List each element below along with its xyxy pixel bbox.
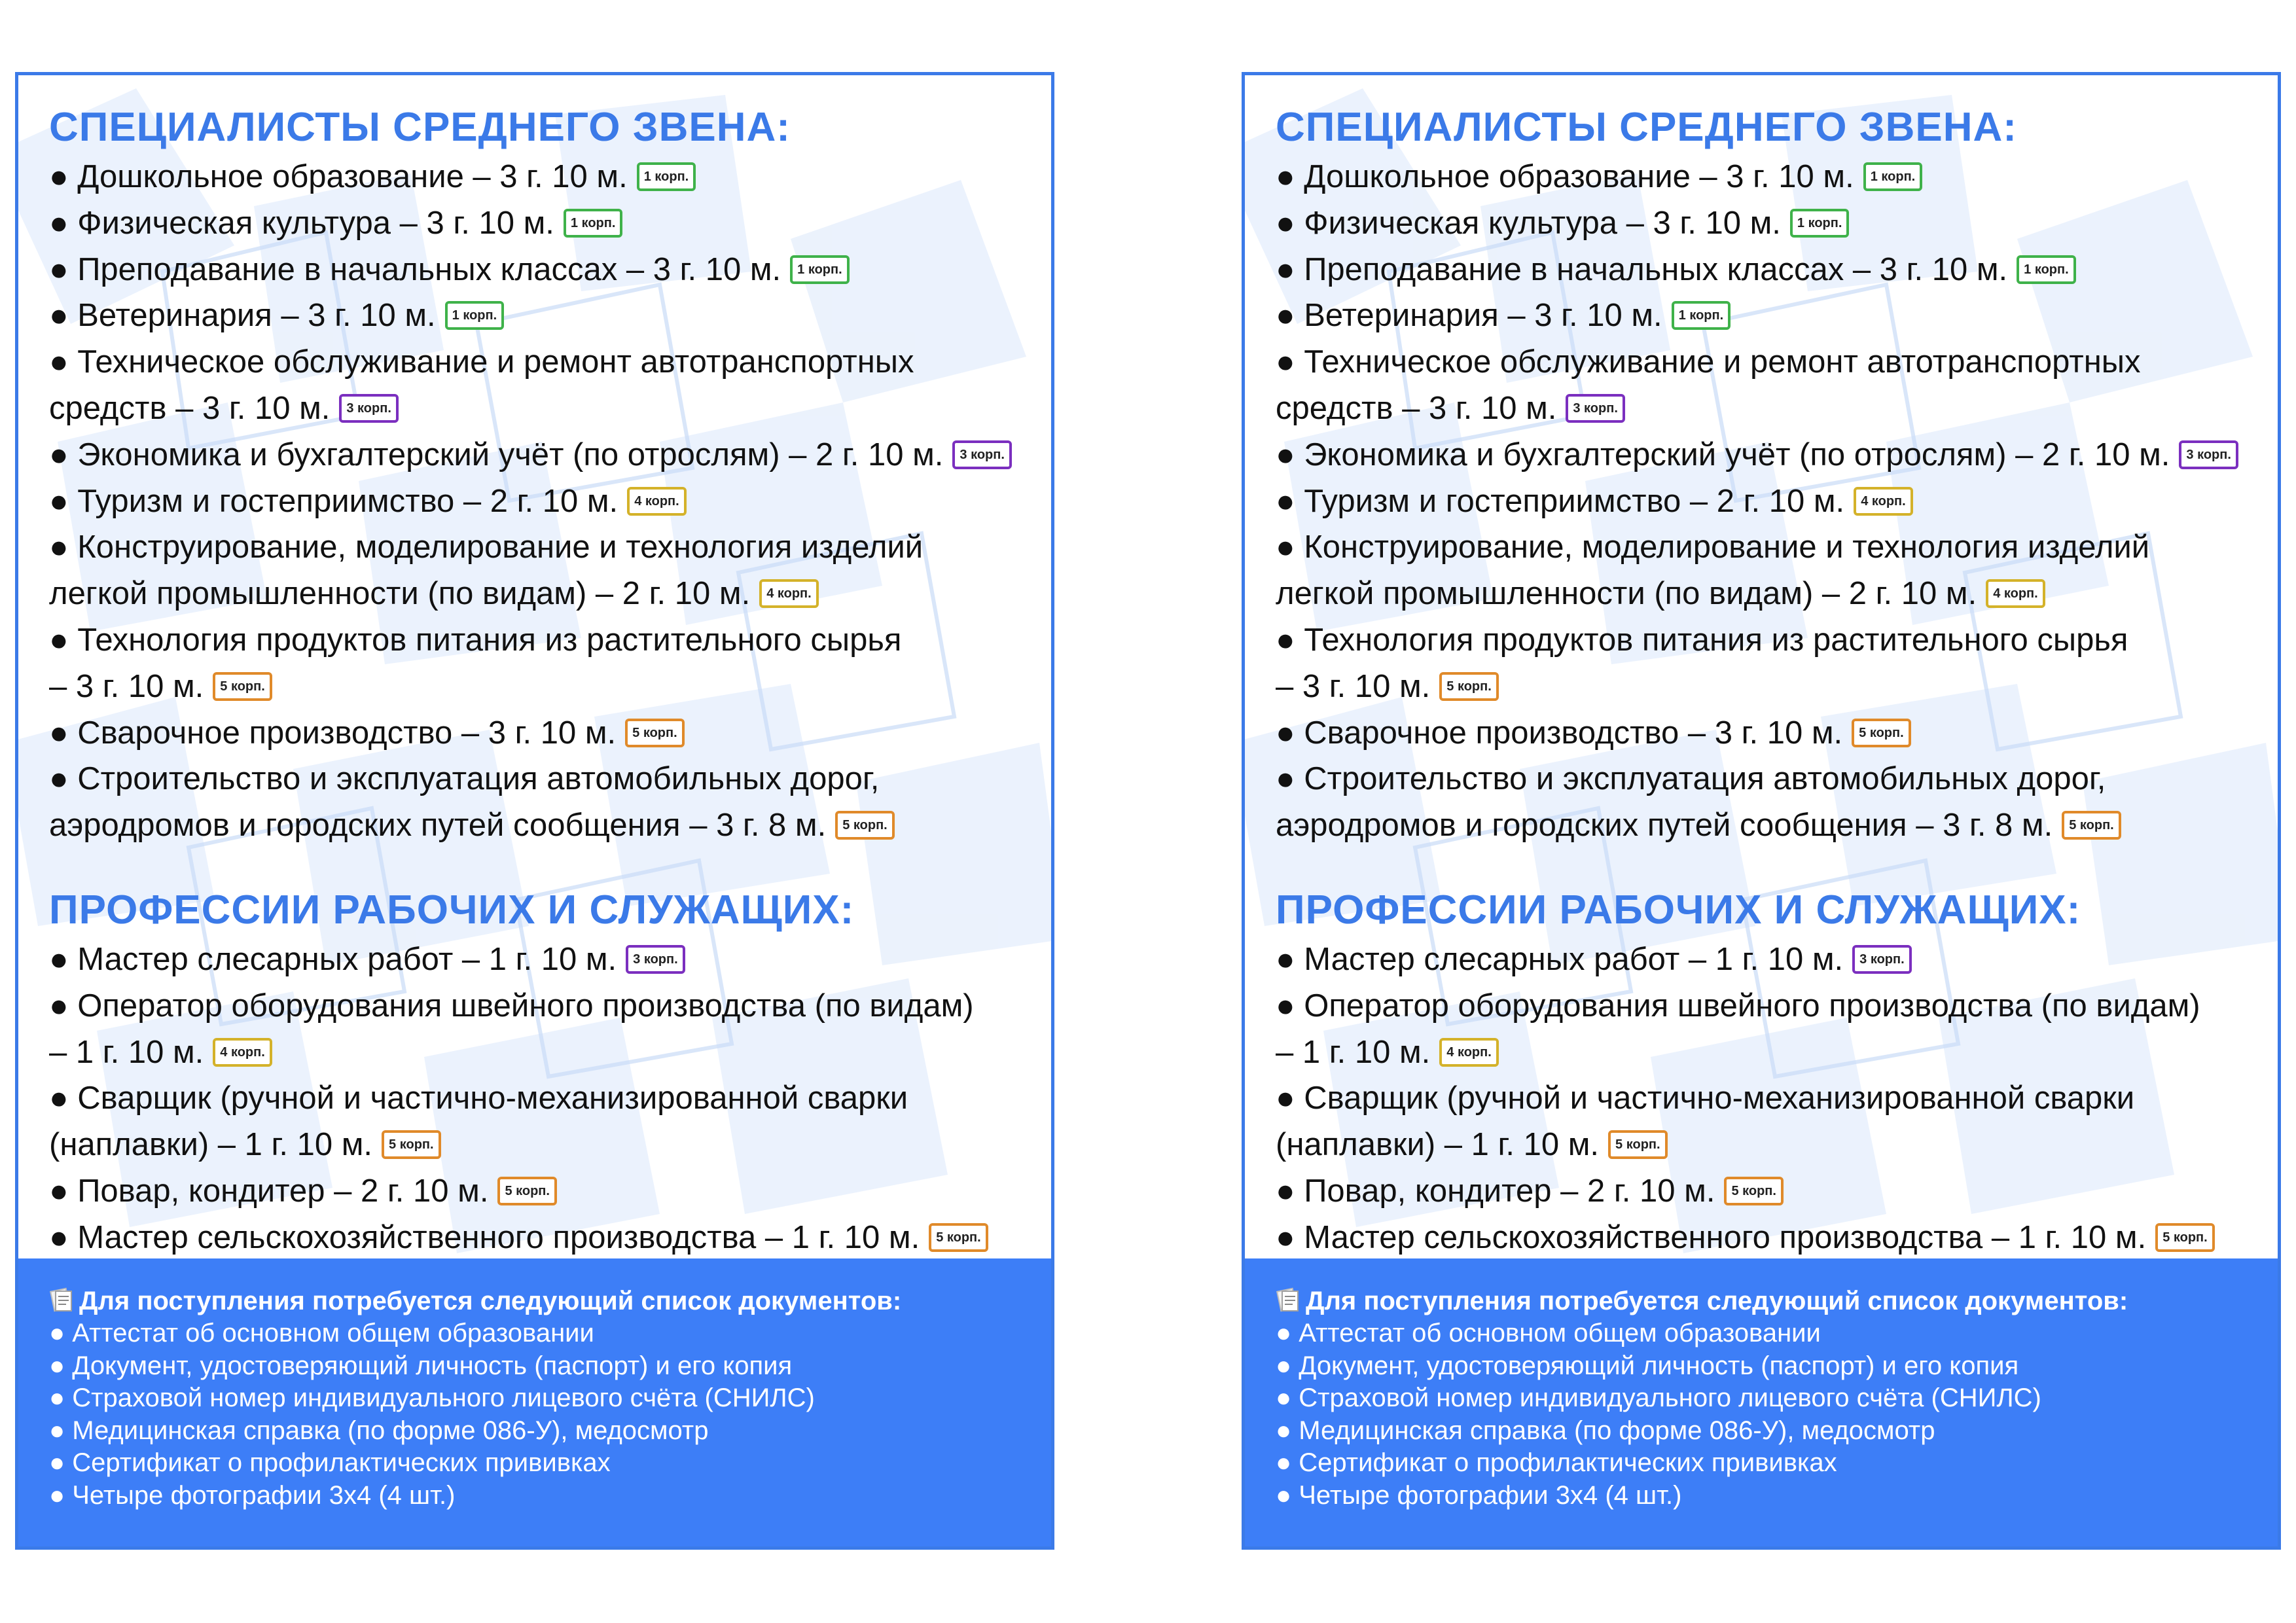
- program-item-line: [49, 664, 1038, 710]
- section-heading-specialists: СПЕЦИАЛИСТЫ СРЕДНЕГО ЗВЕНА:: [1276, 105, 2017, 150]
- program-text: (наплавки) – 1 г. 10 м.: [1276, 1127, 1600, 1163]
- program-item-line: [49, 154, 1038, 200]
- section-heading-specialists: СПЕЦИАЛИСТЫ СРЕДНЕГО ЗВЕНА:: [49, 105, 791, 150]
- document-item: ● Четыре фотографии 3х4 (4 шт.): [49, 1480, 456, 1510]
- program-item-line: [49, 247, 1038, 293]
- program-item-line: [49, 524, 1038, 571]
- building-badge: 1 корп.: [445, 301, 505, 330]
- program-item-line: [1276, 293, 2265, 339]
- building-badge: 1 корп.: [1790, 209, 1850, 238]
- program-text: – 3 г. 10 м.: [49, 668, 204, 704]
- program-item-line: [1276, 664, 2265, 710]
- program-text: ● Конструирование, моделирование и технология изделий: [1276, 529, 2150, 565]
- program-text: ● Конструирование, моделирование и технология изделий: [49, 529, 924, 565]
- building-badge: 5 корп.: [1608, 1130, 1668, 1159]
- document-item: ● Страховой номер индивидуального лицевого счёта (СНИЛС): [49, 1383, 815, 1413]
- program-text: средств – 3 г. 10 м.: [49, 390, 331, 426]
- documents-footer: [18, 1258, 1051, 1546]
- program-item-line: [1276, 571, 2265, 617]
- document-item: ● Документ, удостоверяющий личность (паспорт) и его копия: [1276, 1351, 2019, 1380]
- program-text: ● Мастер слесарных работ – 1 г. 10 м.: [1276, 941, 1844, 977]
- program-item-line: [49, 1122, 1038, 1168]
- program-text: – 3 г. 10 м.: [1276, 668, 1431, 704]
- building-badge: 5 корп.: [625, 719, 685, 747]
- building-badge: 5 корп.: [382, 1130, 441, 1159]
- building-badge: 5 корп.: [1852, 719, 1911, 747]
- program-item-line: [49, 802, 1038, 849]
- program-item-line: [1276, 802, 2265, 849]
- specialists-list: [49, 154, 1038, 849]
- document-item: ● Сертификат о профилактических прививках: [49, 1448, 611, 1478]
- program-text: ● Технология продуктов питания из растительного сырья: [1276, 622, 2128, 658]
- program-text: ● Экономика и бухгалтерский учёт (по отрослям) – 2 г. 10 м.: [49, 437, 944, 473]
- program-text: средств – 3 г. 10 м.: [1276, 390, 1557, 426]
- specialists-list: [1276, 154, 2265, 849]
- program-text: ● Повар, кондитер – 2 г. 10 м.: [1276, 1173, 1715, 1209]
- program-text: ● Экономика и бухгалтерский учёт (по отрослям) – 2 г. 10 м.: [1276, 437, 2170, 473]
- program-text: ● Строительство и эксплуатация автомобильных дорог,: [1276, 761, 2106, 797]
- program-item-line: [49, 432, 1038, 478]
- building-badge: 4 корп.: [1439, 1038, 1499, 1067]
- document-item: ● Медицинская справка (по форме 086-У), медосмотр: [1276, 1416, 1935, 1445]
- program-text: ● Оператор оборудования швейного производства (по видам): [49, 988, 974, 1024]
- documents-title: Для поступления потребуется следующий список документов:: [49, 1285, 1051, 1317]
- building-badge: 1 корп.: [1863, 162, 1923, 191]
- building-badge: 3 корп.: [2179, 440, 2238, 469]
- program-item-line: [49, 1215, 1038, 1261]
- building-badge: 5 корп.: [1724, 1177, 1784, 1205]
- section-heading-workers: ПРОФЕССИИ РАБОЧИХ И СЛУЖАЩИХ:: [1276, 887, 2081, 933]
- content: [49, 75, 1038, 1261]
- document-item: ● Аттестат об основном общем образовании: [49, 1319, 594, 1347]
- program-text: ● Сварщик (ручной и частично-механизированной сварки: [49, 1080, 908, 1116]
- documents-title: Для поступления потребуется следующий список документов:: [1276, 1285, 2278, 1317]
- building-badge: 5 корп.: [2155, 1223, 2215, 1252]
- program-item-line: [1276, 936, 2265, 983]
- program-text: ● Мастер слесарных работ – 1 г. 10 м.: [49, 941, 617, 977]
- program-item-line: [1276, 710, 2265, 757]
- workers-list: [1276, 936, 2265, 1261]
- building-badge: 5 корп.: [929, 1223, 988, 1252]
- program-item-line: [1276, 247, 2265, 293]
- building-badge: 5 корп.: [497, 1177, 557, 1205]
- program-item-line: [49, 936, 1038, 983]
- building-badge: 1 корп.: [2017, 255, 2076, 284]
- program-text: ● Сварочное производство – 3 г. 10 м.: [49, 715, 617, 751]
- program-item-line: [49, 293, 1038, 339]
- program-item-line: [49, 571, 1038, 617]
- program-text: ● Мастер сельскохозяйственного производства – 1 г. 10 м.: [49, 1219, 920, 1255]
- documents-list: [49, 1317, 1051, 1512]
- building-badge: 1 корп.: [637, 162, 696, 191]
- program-item-line: [1276, 1029, 2265, 1076]
- program-text: ● Мастер сельскохозяйственного производства – 1 г. 10 м.: [1276, 1219, 2147, 1255]
- building-badge: 1 корп.: [564, 209, 623, 238]
- building-badge: 4 корп.: [1854, 487, 1913, 516]
- building-badge: 5 корп.: [2062, 811, 2121, 840]
- building-badge: 4 корп.: [627, 487, 687, 516]
- program-text: ● Техническое обслуживание и ремонт автотранспортных: [1276, 344, 2141, 380]
- program-text: ● Преподавание в начальных классах – 3 г. 10 м.: [49, 251, 781, 287]
- program-text: – 1 г. 10 м.: [1276, 1034, 1431, 1070]
- program-text: ● Ветеринария – 3 г. 10 м.: [49, 298, 436, 334]
- building-badge: 3 корп.: [1566, 394, 1625, 423]
- program-text: ● Физическая культура – 3 г. 10 м.: [49, 205, 554, 241]
- building-badge: 4 корп.: [213, 1038, 272, 1067]
- program-item-line: [1276, 983, 2265, 1029]
- flyer-panel-left: [15, 72, 1054, 1550]
- document-item: ● Сертификат о профилактических прививках: [1276, 1448, 1837, 1478]
- program-item-line: [1276, 432, 2265, 478]
- program-item-line: [1276, 200, 2265, 247]
- document-item: ● Четыре фотографии 3х4 (4 шт.): [1276, 1480, 1682, 1510]
- program-item-line: [49, 983, 1038, 1029]
- building-badge: 3 корп.: [1852, 945, 1912, 974]
- program-text: ● Техническое обслуживание и ремонт автотранспортных: [49, 344, 914, 380]
- program-text: ● Физическая культура – 3 г. 10 м.: [1276, 205, 1781, 241]
- program-text: легкой промышленности (по видам) – 2 г. 10 м.: [49, 576, 751, 612]
- documents-footer: [1245, 1258, 2278, 1546]
- workers-list: [49, 936, 1038, 1261]
- document-item: ● Страховой номер индивидуального лицевого счёта (СНИЛС): [1276, 1383, 2041, 1413]
- program-text: ● Дошкольное образование – 3 г. 10 м.: [1276, 159, 1854, 194]
- building-badge: 4 корп.: [759, 579, 819, 608]
- program-text: ● Ветеринария – 3 г. 10 м.: [1276, 298, 1662, 334]
- building-badge: 3 корп.: [339, 394, 399, 423]
- program-text: аэродромов и городских путей сообщения – 3 г. 8 м.: [1276, 808, 2053, 844]
- program-text: ● Туризм и гостеприимство – 2 г. 10 м.: [49, 483, 619, 519]
- document-icon: [49, 1287, 75, 1313]
- program-item-line: [1276, 524, 2265, 571]
- program-text: ● Дошкольное образование – 3 г. 10 м.: [49, 159, 628, 194]
- program-item-line: [49, 1029, 1038, 1076]
- document-item: ● Аттестат об основном общем образовании: [1276, 1319, 1821, 1347]
- building-badge: 3 корп.: [952, 440, 1012, 469]
- program-text: ● Сварщик (ручной и частично-механизированной сварки: [1276, 1080, 2135, 1116]
- program-text: ● Туризм и гостеприимство – 2 г. 10 м.: [1276, 483, 1845, 519]
- building-badge: 5 корп.: [835, 811, 895, 840]
- program-item-line: [1276, 1215, 2265, 1261]
- program-item-line: [49, 710, 1038, 757]
- document-item: ● Документ, удостоверяющий личность (паспорт) и его копия: [49, 1351, 793, 1380]
- program-text: ● Преподавание в начальных классах – 3 г. 10 м.: [1276, 251, 2008, 287]
- program-item-line: [49, 756, 1038, 802]
- program-item-line: [1276, 1168, 2265, 1215]
- program-text: ● Оператор оборудования швейного производства (по видам): [1276, 988, 2200, 1024]
- program-text: ● Технология продуктов питания из растительного сырья: [49, 622, 902, 658]
- program-text: ● Повар, кондитер – 2 г. 10 м.: [49, 1173, 489, 1209]
- building-badge: 3 корп.: [626, 945, 685, 974]
- program-text: ● Строительство и эксплуатация автомобильных дорог,: [49, 761, 880, 797]
- program-item-line: [1276, 617, 2265, 664]
- document-icon: [1276, 1287, 1302, 1313]
- program-text: легкой промышленности (по видам) – 2 г. 10 м.: [1276, 576, 1977, 612]
- building-badge: 1 корп.: [1672, 301, 1731, 330]
- building-badge: 1 корп.: [790, 255, 850, 284]
- program-item-line: [1276, 478, 2265, 525]
- program-item-line: [49, 1075, 1038, 1122]
- program-item-line: [1276, 1075, 2265, 1122]
- program-text: аэродромов и городских путей сообщения – 3 г. 8 м.: [49, 808, 827, 844]
- program-item-line: [49, 385, 1038, 432]
- building-badge: 5 корп.: [1439, 672, 1499, 701]
- building-badge: 4 корп.: [1986, 579, 2045, 608]
- program-item-line: [49, 200, 1038, 247]
- program-item-line: [49, 339, 1038, 385]
- document-item: ● Медицинская справка (по форме 086-У), медосмотр: [49, 1416, 709, 1445]
- program-item-line: [1276, 385, 2265, 432]
- program-item-line: [1276, 154, 2265, 200]
- content: [1276, 75, 2265, 1261]
- flyer-panel-right: [1242, 72, 2281, 1550]
- program-item-line: [49, 478, 1038, 525]
- program-text: (наплавки) – 1 г. 10 м.: [49, 1127, 373, 1163]
- section-heading-workers: ПРОФЕССИИ РАБОЧИХ И СЛУЖАЩИХ:: [49, 887, 855, 933]
- program-item-line: [49, 617, 1038, 664]
- documents-list: [1276, 1317, 2278, 1512]
- program-item-line: [49, 1168, 1038, 1215]
- program-text: ● Сварочное производство – 3 г. 10 м.: [1276, 715, 1843, 751]
- program-item-line: [1276, 339, 2265, 385]
- program-text: – 1 г. 10 м.: [49, 1034, 204, 1070]
- program-item-line: [1276, 756, 2265, 802]
- building-badge: 5 корп.: [213, 672, 272, 701]
- program-item-line: [1276, 1122, 2265, 1168]
